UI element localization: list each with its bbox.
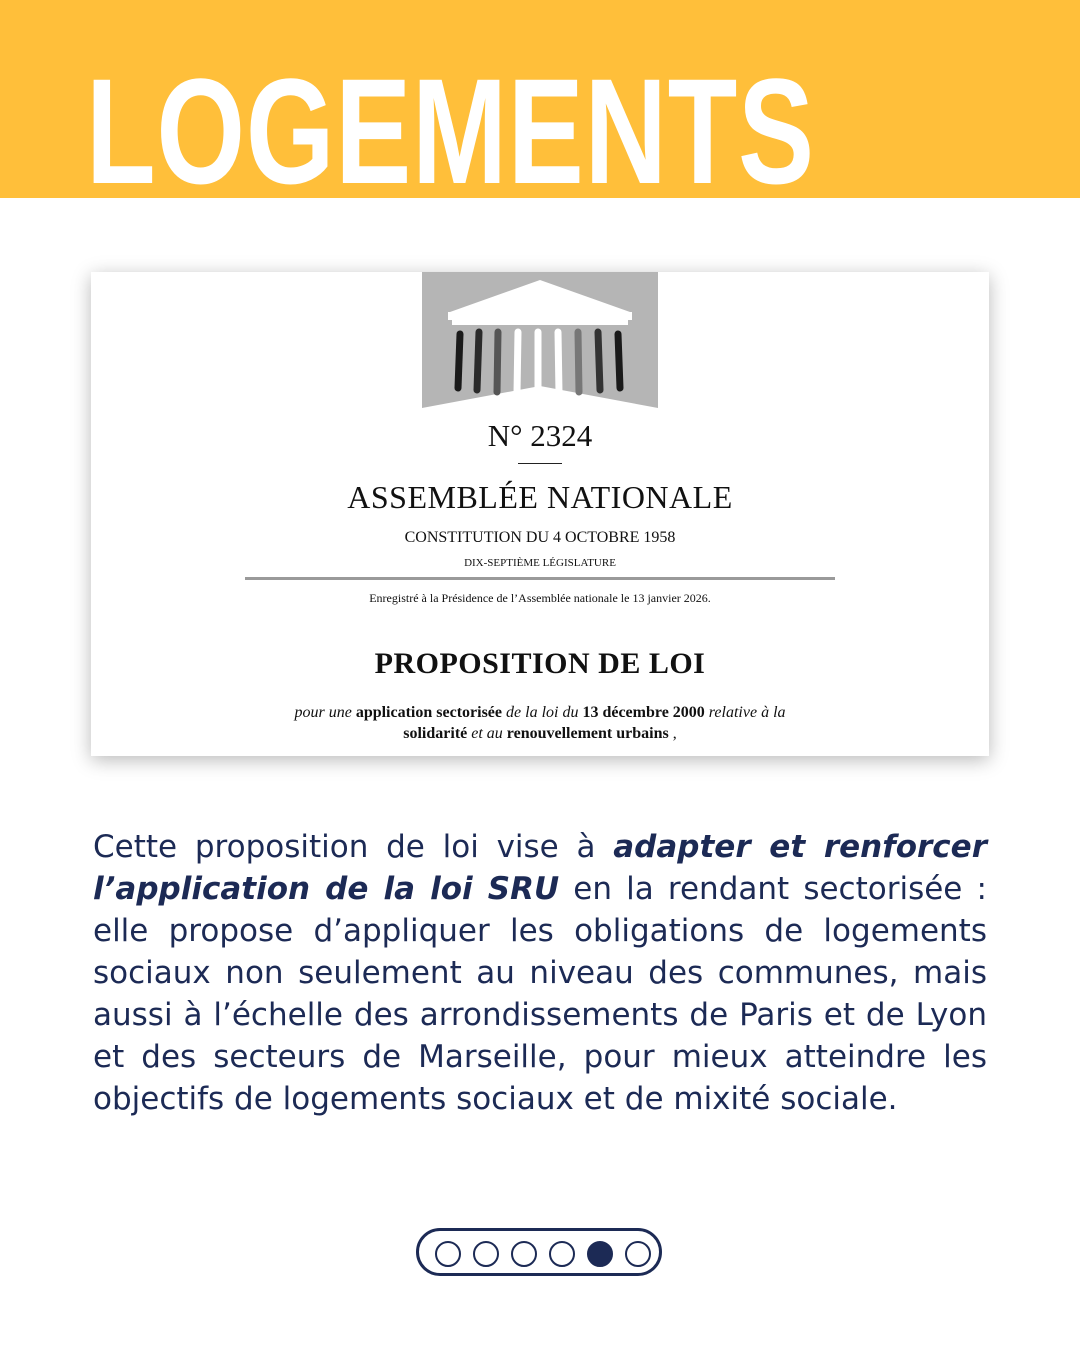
- carousel-pagination: [416, 1228, 662, 1276]
- page-dot-3[interactable]: [511, 1241, 537, 1267]
- description-intro: Cette proposition de loi vise à: [93, 829, 614, 865]
- page-title: LOGEMENTS: [86, 47, 815, 198]
- document-subtitle: pour une application sectorisée de la loi du 13 décembre 2000 relative à la solidarité et au renouvellement urbains ,: [294, 704, 786, 742]
- description-emphasis: adapter et renforcer l’application de la loi SRU: [93, 829, 987, 907]
- assemblee-nationale-logo: [422, 272, 658, 408]
- page-dot-4[interactable]: [549, 1241, 575, 1267]
- divider: [245, 577, 835, 580]
- legislature-line: DIX-SEPTIÈME LÉGISLATURE: [464, 557, 616, 569]
- document-excerpt: [91, 272, 989, 756]
- page-dot-1[interactable]: [435, 1241, 461, 1267]
- constitution-line: CONSTITUTION DU 4 OCTOBRE 1958: [404, 529, 676, 546]
- document-heading: PROPOSITION DE LOI: [374, 647, 706, 680]
- page-dot-2[interactable]: [473, 1241, 499, 1267]
- document-number: N° 2324: [487, 418, 593, 453]
- page-dot-6[interactable]: [625, 1241, 651, 1267]
- divider: [518, 463, 562, 464]
- registration-line: Enregistré à la Présidence de l’Assemblée nationale le 13 janvier 2026.: [369, 591, 711, 605]
- page-dot-5[interactable]: [587, 1241, 613, 1267]
- assembly-name: ASSEMBLÉE NATIONALE: [347, 479, 733, 515]
- header-banner: [0, 0, 1080, 198]
- description-rest: en la rendant sectorisée : elle propose d’appliquer les obligations de logements sociaux non seulement au niveau des communes, mais aussi à l’échelle des arrondissements de Paris et de Lyon et des secteurs de Marseille, pour mieux atteindre les objectifs de logements sociaux et de mixité sociale.: [93, 871, 987, 1117]
- description-text: [93, 826, 987, 1120]
